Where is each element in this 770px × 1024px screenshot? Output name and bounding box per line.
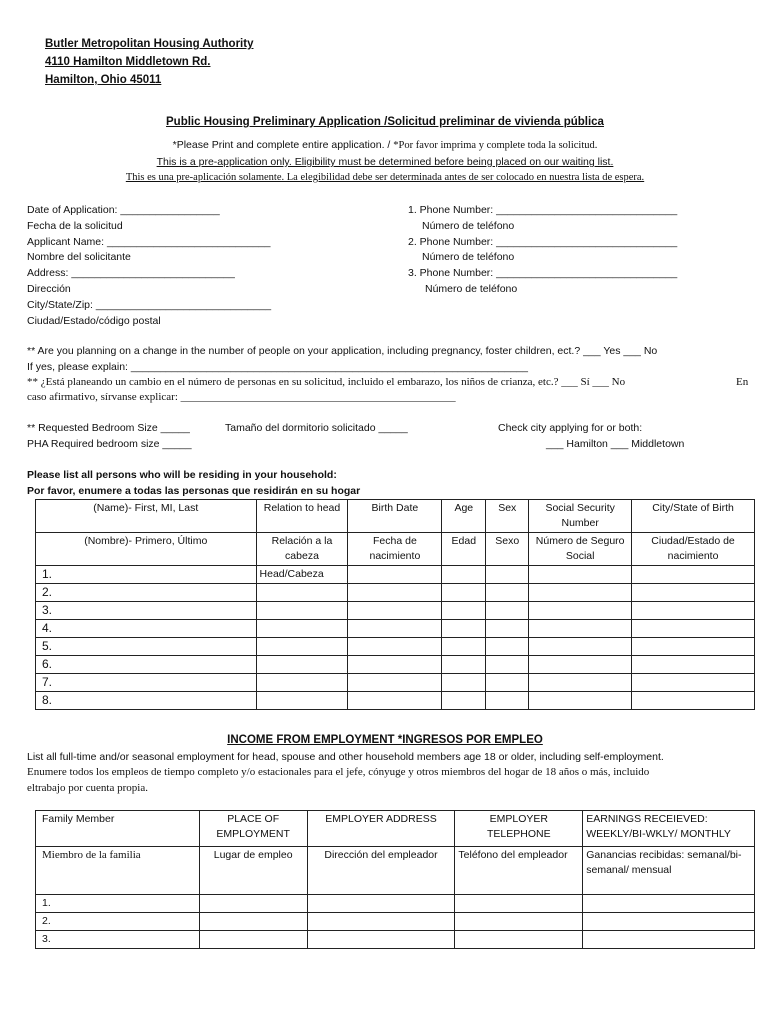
income-header-es [36, 847, 755, 895]
col-relation-es: Relación a la cabeza [256, 533, 348, 566]
income-desc-es-1: Enumere todos los empleos de tiempo completo y/o estacionales para el jefe, cónyuge y otros miembros del hogar de 18 años o más, incluido [27, 766, 650, 778]
phone-3-field[interactable]: 3. Phone Number: _______________________________ [408, 267, 678, 280]
col-birth-place-es: Ciudad/Estado de nacimiento [632, 533, 755, 566]
col-employer-address-es: Dirección del empleador [307, 847, 455, 895]
table-row [36, 931, 755, 949]
col-name-es: (Nombre)- Primero, Último [36, 533, 257, 566]
name-label-es: Nombre del solicitante [27, 251, 131, 264]
household-heading-en-text: Please list all persons who will be residing in your household: [27, 469, 337, 481]
phone-2-field[interactable]: 2. Phone Number: _______________________________ [408, 235, 678, 248]
instruction-line-1: *Please Print and complete entire application. / *Por favor imprima y complete toda la solicitud. [172, 139, 598, 151]
income-header-en [36, 811, 755, 847]
table-row [36, 913, 755, 931]
col-employer-address: EMPLOYER ADDRESS [307, 811, 455, 847]
change-explain-en[interactable]: If yes, please explain: ____________________________________________________________________ [27, 361, 528, 373]
row-number: 1. [36, 566, 257, 584]
col-family-member-es: Miembro de la familia [36, 847, 200, 895]
col-family-member: Family Member [36, 811, 200, 847]
table-row [36, 656, 755, 674]
row-number: 2. [36, 584, 257, 602]
city-label-es: Ciudad/Estado/código postal [27, 314, 161, 327]
phone-1-field[interactable]: 1. Phone Number: _______________________________ [408, 204, 678, 216]
change-question-es[interactable]: ** ¿Está planeando un cambio en el número de personas en su solicitud, incluido el embarazo, los niños de crianza, etc.? ___ Sí ___ No [27, 376, 626, 388]
col-age-es: Edad [442, 533, 486, 566]
address-field[interactable]: Address: ____________________________ [27, 267, 235, 280]
pha-bedroom-field[interactable]: PHA Required bedroom size _____ [27, 438, 192, 450]
row-number: 7. [36, 674, 257, 692]
col-employer-telephone: EMPLOYER TELEPHONE [455, 811, 583, 847]
applicant-info [27, 203, 271, 329]
col-birth-place: City/State of Birth [632, 500, 755, 533]
col-relation: Relation to head [256, 500, 348, 533]
income-table [35, 810, 755, 949]
col-birth-date: Birth Date [348, 500, 442, 533]
table-row [36, 602, 755, 620]
requested-bedroom-field-es[interactable]: Tamaño del dormitorio solicitado _____ [225, 422, 408, 434]
col-birth-date-es: Fecha de nacimiento [348, 533, 442, 566]
change-question-en[interactable]: ** Are you planning on a change in the number of people on your application, including pregnancy, foster children, ect.? ___ Yes ___ No [27, 345, 658, 357]
org-city: Hamilton, Ohio 45011 [45, 74, 162, 86]
row-number: 5. [36, 638, 257, 656]
date-label-es: Fecha de la solicitud [27, 219, 123, 232]
phone-3-label-es: Número de teléfono [425, 282, 518, 295]
row-number: 8. [36, 692, 257, 710]
income-desc-en: List all full-time and/or seasonal employment for head, spouse and other household members age 18 or older, including self-employment. [27, 751, 664, 763]
col-age: Age [442, 500, 486, 533]
row-number: 3. [36, 931, 200, 949]
col-ssn-es: Número de Seguro Social [529, 533, 632, 566]
household-heading-es: Por favor, enumere a todas las personas que residirán en su hogar [27, 485, 361, 497]
row-number: 1. [36, 895, 200, 913]
household-table [35, 499, 755, 710]
city-checkboxes[interactable]: ___ Hamilton ___ Middletown [546, 438, 685, 450]
col-ssn: Social Security Number [529, 500, 632, 533]
instruction-line-2: This is a pre-application only. Eligibility must be determined before being placed on our waiting list. [156, 156, 614, 168]
date-field[interactable]: Date of Application: _________________ [27, 204, 220, 216]
change-explain-es[interactable]: caso afirmativo, sírvanse explicar: __________________________________________________ [27, 391, 456, 403]
col-place-of-employment-es: Lugar de empleo [199, 847, 307, 895]
check-city-label: Check city applying for or both: [498, 422, 643, 434]
page-title: Public Housing Preliminary Application /Solicitud preliminar de vivienda pública [166, 116, 604, 128]
row-number: 6. [36, 656, 257, 674]
income-desc-es-2: eltrabajo por cuenta propia. [27, 782, 148, 794]
table-row [36, 584, 755, 602]
table-row [36, 638, 755, 656]
table-row [36, 674, 755, 692]
phone-1-label-es: Número de teléfono [422, 219, 515, 232]
requested-bedroom-field[interactable]: ** Requested Bedroom Size _____ [27, 422, 190, 434]
table-row [36, 566, 755, 584]
org-name: Butler Metropolitan Housing Authority [45, 38, 254, 50]
col-place-of-employment: PLACE OF EMPLOYMENT [199, 811, 307, 847]
household-header-es [36, 533, 755, 566]
table-row [36, 620, 755, 638]
household-header-en [36, 500, 755, 533]
col-name: (Name)- First, MI, Last [36, 500, 257, 533]
row-number: 4. [36, 620, 257, 638]
row-number: 3. [36, 602, 257, 620]
table-row [36, 895, 755, 913]
table-row [36, 692, 755, 710]
phone-2-label-es: Número de teléfono [422, 251, 515, 264]
name-field[interactable]: Applicant Name: ____________________________ [27, 235, 271, 248]
org-street: 4110 Hamilton Middletown Rd. [45, 56, 211, 68]
city-field[interactable]: City/State/Zip: ______________________________ [27, 298, 272, 311]
change-question-es-tail: En [736, 376, 749, 388]
col-sex: Sex [486, 500, 529, 533]
instruction-line-3: This es una pre-aplicación solamente. La elegibilidad debe ser determinada antes de ser colocado en nuestra lista de espera. [125, 172, 645, 183]
col-sex-es: Sexo [486, 533, 529, 566]
relation-cell[interactable]: Head/Cabeza [256, 566, 348, 584]
row-number: 2. [36, 913, 200, 931]
address-label-es: Dirección [27, 282, 71, 295]
income-title: INCOME FROM EMPLOYMENT *INGRESOS POR EMPLEO [227, 734, 543, 746]
col-earnings: EARNINGS RECEIEVED: WEEKLY/BI-WKLY/ MONTHLY [583, 811, 755, 847]
col-employer-telephone-es: Teléfono del empleador [455, 847, 583, 895]
phone-info [408, 203, 677, 298]
col-earnings-es: Ganancias recibidas: semanal/bi-semanal/ mensual [583, 847, 755, 895]
